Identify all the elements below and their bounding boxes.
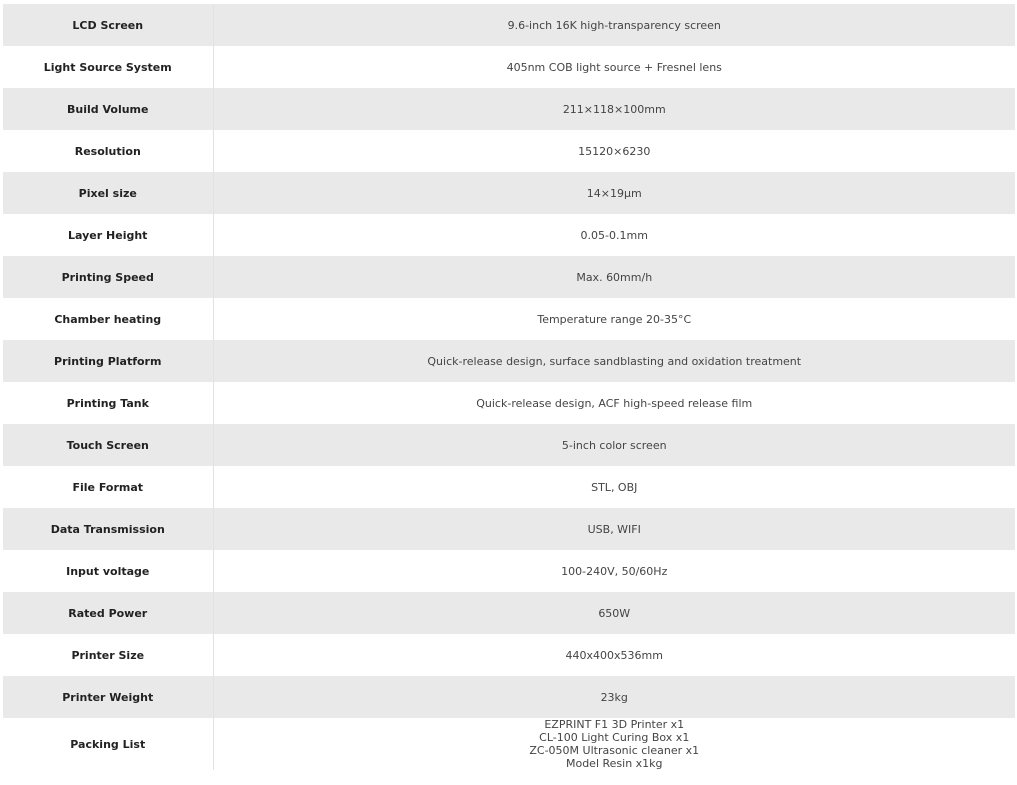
spec-row-resolution xyxy=(3,130,1015,172)
spec-row-data-transmission xyxy=(3,508,1015,550)
spec-value: 5-inch color screen xyxy=(213,424,1015,466)
spec-label: Rated Power xyxy=(3,592,213,634)
spec-row-build-volume xyxy=(3,88,1015,130)
spec-label: Chamber heating xyxy=(3,298,213,340)
specifications-table xyxy=(3,4,1015,770)
spec-row-lcd-screen xyxy=(3,4,1015,46)
spec-value: 9.6-inch 16K high-transparency screen xyxy=(213,4,1015,46)
spec-value: STL, OBJ xyxy=(591,480,638,494)
spec-value: 440x400x536mm xyxy=(565,648,663,662)
spec-label: Touch Screen xyxy=(3,424,213,466)
spec-value: 0.05-0.1mm xyxy=(580,228,648,242)
spec-label: File Format xyxy=(3,466,213,508)
spec-label: Printer Weight xyxy=(3,676,213,718)
spec-value: 14×19μm xyxy=(213,172,1015,214)
spec-value: 405nm COB light source + Fresnel lens xyxy=(506,60,722,74)
spec-row-printing-speed xyxy=(3,256,1015,298)
spec-value: Quick-release design, surface sandblasting and oxidation treatment xyxy=(213,340,1015,382)
spec-label: Packing List xyxy=(3,718,213,770)
spec-label: Build Volume xyxy=(3,88,213,130)
packing-list-items xyxy=(213,718,1015,770)
spec-row-printing-tank xyxy=(3,382,1015,424)
spec-label: Pixel size xyxy=(3,172,213,214)
spec-label: Resolution xyxy=(3,130,213,172)
spec-row-input-voltage xyxy=(3,550,1015,592)
spec-label: Data Transmission xyxy=(3,508,213,550)
spec-row-light-source xyxy=(3,46,1015,88)
spec-row-packing-list xyxy=(3,718,1015,770)
spec-label: Layer Height xyxy=(3,214,213,256)
spec-value: 650W xyxy=(213,592,1015,634)
spec-row-chamber-heating xyxy=(3,298,1015,340)
spec-row-printing-platform xyxy=(3,340,1015,382)
spec-label: Printer Size xyxy=(3,634,213,676)
packing-item: CL-100 Light Curing Box x1 xyxy=(539,731,690,744)
spec-row-layer-height xyxy=(3,214,1015,256)
packing-item: Model Resin x1kg xyxy=(565,757,663,770)
spec-value: Temperature range 20-35°C xyxy=(537,312,692,326)
spec-value: 15120×6230 xyxy=(578,144,651,158)
spec-value: Max. 60mm/h xyxy=(213,256,1015,298)
spec-label: Printing Platform xyxy=(3,340,213,382)
spec-label: Light Source System xyxy=(3,46,213,88)
packing-item: ZC-050M Ultrasonic cleaner x1 xyxy=(529,744,700,757)
spec-label: Input voltage xyxy=(3,550,213,592)
spec-value: USB, WIFI xyxy=(213,508,1015,550)
spec-row-file-format xyxy=(3,466,1015,508)
spec-value: 211×118×100mm xyxy=(213,88,1015,130)
packing-item: EZPRINT F1 3D Printer x1 xyxy=(544,718,685,731)
spec-row-rated-power xyxy=(3,592,1015,634)
spec-row-printer-size xyxy=(3,634,1015,676)
spec-label: Printing Tank xyxy=(3,382,213,424)
spec-label: Printing Speed xyxy=(3,256,213,298)
spec-value: Quick-release design, ACF high-speed release film xyxy=(476,396,753,410)
spec-row-touch-screen xyxy=(3,424,1015,466)
spec-label: LCD Screen xyxy=(3,4,213,46)
spec-row-printer-weight xyxy=(3,676,1015,718)
spec-value: 23kg xyxy=(213,676,1015,718)
spec-value: 100-240V, 50/60Hz xyxy=(561,564,668,578)
spec-row-pixel-size xyxy=(3,172,1015,214)
